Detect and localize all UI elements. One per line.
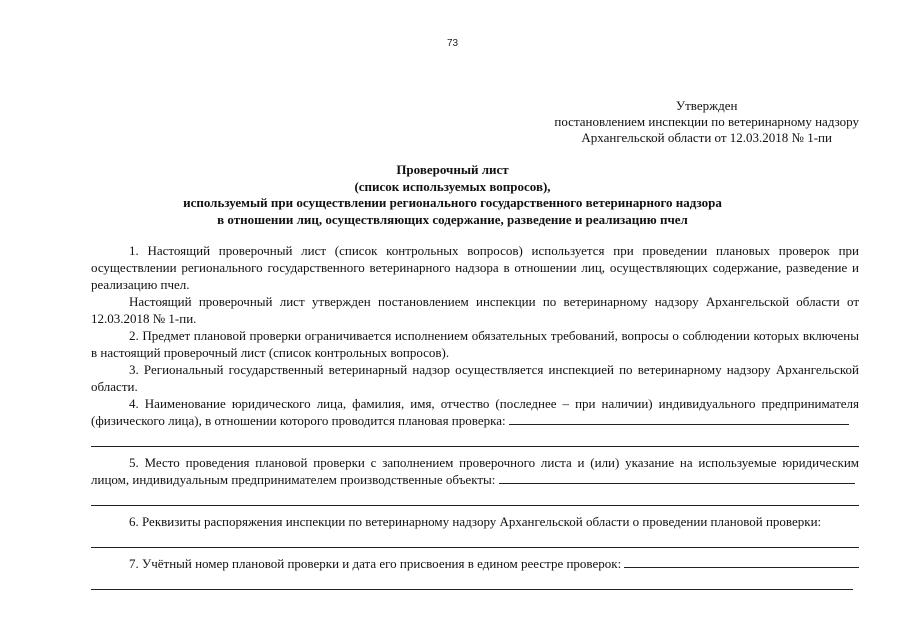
title-line-1: Проверочный лист [396, 162, 509, 177]
paragraph-6: 6. Реквизиты распоряжения инспекции по ветеринарному надзору Архангельской области о проведении плановой проверки: [129, 514, 822, 529]
approval-block [554, 98, 859, 146]
approval-line-2: постановлением инспекции по ветеринарному надзору [554, 114, 859, 129]
paragraph-4-text: 4. Наименование юридического лица, фамилия, имя, отчество (последнее – при наличии) индивидуального предпринимателя (физического лица), в отношении которого проводится плановая проверка: [91, 396, 859, 428]
document-title [0, 162, 905, 228]
order-details-field-line[interactable] [91, 530, 859, 548]
approval-line-1: Утвержден [675, 98, 738, 113]
paragraph-5-text: 5. Место проведения плановой проверки с заполнением проверочного листа и (или) указание на используемые юридическим лицом, индивидуальным предпринимателем производственные объекты: [91, 455, 859, 487]
paragraph-3: 3. Региональный государственный ветеринарный надзор осуществляется инспекцией по ветеринарному надзору Архангельской области. [91, 362, 859, 394]
title-line-2: (список используемых вопросов), [354, 178, 551, 194]
inspection-place-field[interactable] [499, 471, 855, 484]
paragraph-2: 2. Предмет плановой проверки ограничивается исполнением обязательных требований, вопросы о соблюдении которых включены в настоящий проверочный лист (список контрольных вопросов). [91, 328, 859, 360]
approval-line-3: Архангельской области от 12.03.2018 № 1-пи [581, 130, 832, 145]
paragraph-4 [91, 395, 859, 429]
paragraph-7 [91, 555, 859, 572]
title-line-3: используемый при осуществлении регионального государственного ветеринарного надзора [183, 195, 722, 210]
registry-number-field[interactable] [624, 555, 859, 568]
inspection-place-field-line[interactable] [91, 488, 859, 506]
page-number: 73 [446, 38, 459, 49]
paragraph-5 [91, 454, 859, 488]
paragraph-1-approval: Настоящий проверочный лист утвержден постановлением инспекции по ветеринарному надзору Архангельской области от 12.03.2018 № 1-пи. [91, 294, 859, 326]
entity-name-field-line[interactable] [91, 429, 859, 447]
title-line-4: в отношении лиц, осуществляющих содержание, разведение и реализацию пчел [217, 211, 688, 227]
document-body [91, 242, 859, 590]
registry-number-field-line[interactable] [91, 572, 853, 590]
paragraph-1: 1. Настоящий проверочный лист (список контрольных вопросов) используется при проведении плановых проверок при осуществлении регионального государственного ветеринарного надзора в отношении лиц, осуществляющих содержание, разведение и реализацию пчел. [91, 243, 859, 292]
paragraph-7-text: 7. Учётный номер плановой проверки и дата его присвоения в едином реестре проверок: [129, 556, 622, 571]
entity-name-field[interactable] [509, 412, 849, 425]
